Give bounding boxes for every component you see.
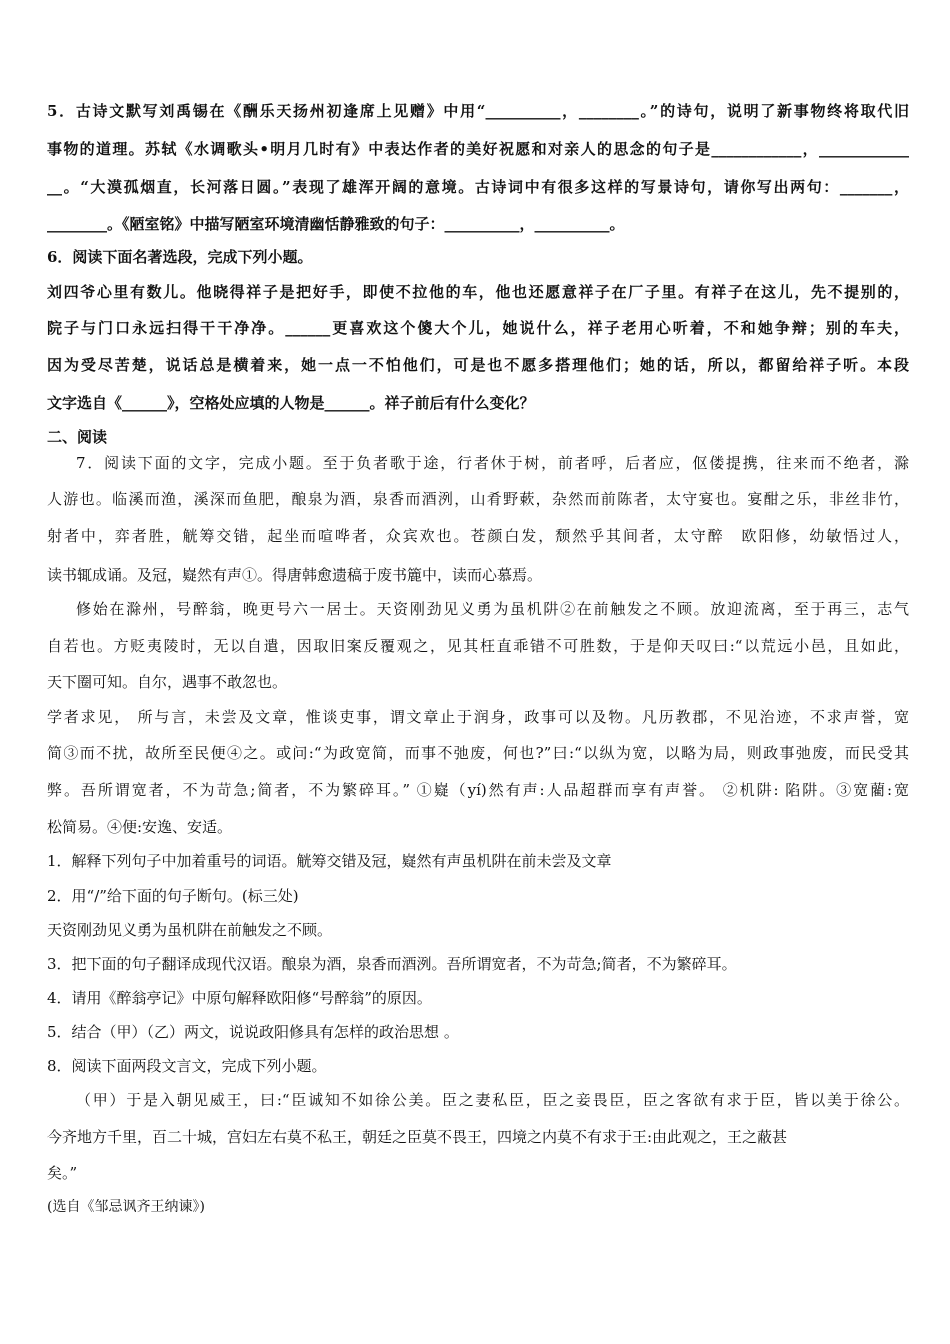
q7-subquestion-3: 3．把下面的句子翻译成现代汉语。酿泉为酒，泉香而酒洌。吾所谓宽者，不为苛急;简者，不为繁碎耳。 [47,955,737,973]
q7-p3-line-2: 简③而不扰，故所至民便④之。或问:“为政宽简，而事不弛废，何也?”曰:“以纵为宽，以略为局，则政事弛废，而民受其 [47,744,909,762]
q6-line-3: 因为受尽苦楚，说话总是横着来，她一点一不怕他们，可是也不愿多搭理他们；她的话，所以，都留给祥子听。本段 [47,356,909,374]
section-heading-reading: 二、阅读 [47,428,108,446]
q5-line-1: 5．古诗文默写刘禹锡在《酬乐天扬州初逢席上见赠》中用“__________，________。”的诗句，说明了新事物终将取代旧 [47,102,909,120]
q5-line-3: __。“大漠孤烟直，长河落日圆。”表现了雄浑开阔的意境。古诗词中有很多这样的写景诗句，请你写出两句：_______， [47,178,909,196]
q7-p3-line-4: 松简易。④便:安逸、安适。 [47,818,233,836]
q5-line-2: 事物的道理。苏轼《水调歌头•明月几时有》中表达作者的美好祝愿和对亲人的思念的句子是____________，____________ [47,140,909,158]
q7-subquestion-2: 2．用“/”给下面的句子断句。(标三处) [47,887,299,905]
q7-subquestion-1: 1．解释下列句子中加着重号的词语。觥筹交错及冠，嶷然有声虽机阱在前未尝及文章 [47,852,612,870]
q7-p3-line-1: 学者求见， 所与言，未尝及文章，惟谈吏事，谓文章止于润身，政事可以及物。凡历教郡，不见治迹，不求声誉，宽 [47,708,909,726]
q6-title: 6．阅读下面名著选段，完成下列小题。 [47,248,313,266]
q7-p1-line-1: 7．阅读下面的文字，完成小题。至于负者歌于途，行者休于树，前者呼，后者应，伛偻提携，往来而不绝者，滁 [76,454,909,472]
q8-p1-line-1: （甲）于是入朝见威王，曰:“臣诚知不如徐公美。臣之妻私臣，臣之妾畏臣，臣之客欲有求于臣，皆以美于徐公。 [76,1091,909,1109]
q8-p1-line-3: 矣。” [47,1164,78,1182]
q7-subquestion-4: 4．请用《醉翁亭记》中原句解释欧阳修“号醉翁”的原因。 [47,989,432,1007]
q7-subquestion-5: 5．结合（甲）（乙）两文，说说政阳修具有怎样的政治思想 。 [47,1023,459,1041]
q7-p1-line-3: 射者中，弈者胜，觥筹交错，起坐而喧哗者，众宾欢也。苍颜白发，颓然乎其间者，太守醉 欧阳修，幼敏悟过人， [47,527,909,545]
q7-p2-line-1: 修始在滁州，号醉翁，晚更号六一居士。天资刚劲见义勇为虽机阱②在前触发之不顾。放迎流离，至于再三，志气 [76,600,909,618]
q7-p1-line-2: 人游也。临溪而渔，溪深而鱼肥，酿泉为酒，泉香而酒洌，山肴野蔌，杂然而前陈者，太守宴也。宴酣之乐，非丝非竹， [47,490,909,508]
q7-p2-line-3: 天下圈可知。自尔，遇事不敢忽也。 [47,673,288,691]
q8-title: 8．阅读下面两段文言文，完成下列小题。 [47,1057,327,1075]
q6-line-4: 文字选自《______》，空格处应填的人物是______。祥子前后有什么变化？ [47,394,535,412]
q7-p2-line-2: 自若也。方贬夷陵时，无以自遣，因取旧案反覆观之，见其枉直乖错不可胜数，于是仰天叹曰:“以荒远小邑，且如此， [47,637,909,655]
q8-p1-line-2: 今齐地方千里，百二十城，宫妇左右莫不私王，朝廷之臣莫不畏王，四境之内莫不有求于王:由此观之，王之蔽甚 [47,1128,788,1146]
q7-subquestion-2-text: 天资刚劲见义勇为虽机阱在前触发之不顾。 [47,921,333,939]
q7-p1-line-4: 读书辄成诵。及冠，嶷然有声①。得唐韩愈遗稿于废书簏中，读而心慕焉。 [47,566,543,584]
q7-p3-line-3: 弊。吾所谓宽者，不为苛急;简者，不为繁碎耳。” ①嶷（yí)然有声:人品超群而享有声誉。 ②机阱: 陷阱。③宽藺:宽 [47,781,909,799]
q6-line-1: 刘四爷心里有数儿。他晓得祥子是把好手，即使不拉他的车，他也还愿意祥子在厂子里。有祥子在这儿，先不提别的， [47,283,909,301]
q5-line-4: ________。《陋室铭》中描写陋室环境清幽恬静雅致的句子：__________，__________。 [47,215,625,233]
q6-line-2: 院子与门口永远扫得干干净净。______更喜欢这个傻大个儿，她说什么，祥子老用心听着，不和她争辩；别的车夫， [47,319,909,337]
q8-source: (选自《邹忌讽齐王纳谏》) [47,1199,205,1215]
